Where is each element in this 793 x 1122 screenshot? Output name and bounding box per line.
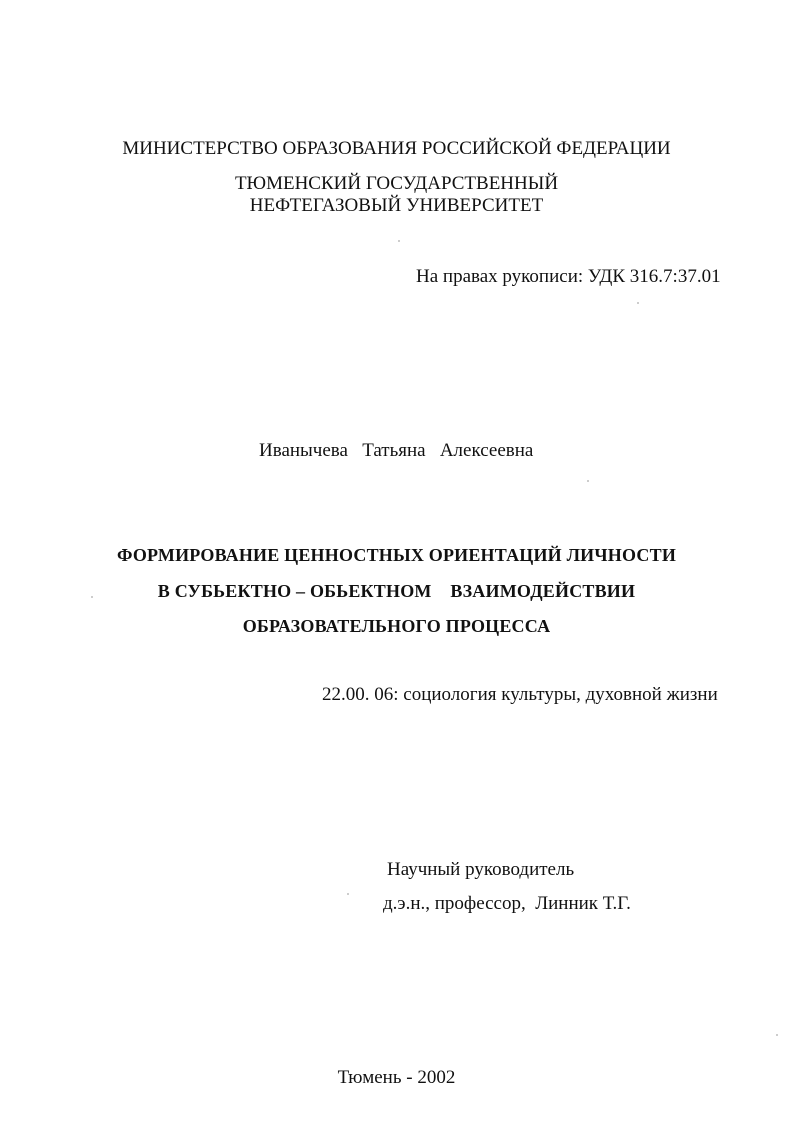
- thesis-title-line-3: ОБРАЗОВАТЕЛЬНОГО ПРОЦЕССА: [242, 616, 551, 636]
- specialty-code: 22.00. 06: социология культуры, духовной жизни: [322, 684, 718, 705]
- city-year: Тюмень - 2002: [337, 1067, 456, 1088]
- university-name-line-2: НЕФТЕГАЗОВЫЙ УНИВЕРСИТЕТ: [249, 195, 544, 216]
- scan-speck: [91, 596, 93, 598]
- manuscript-udk-note: На правах рукописи: УДК 316.7:37.01: [416, 266, 721, 287]
- scan-speck: [347, 893, 349, 895]
- ministry-heading: МИНИСТЕРСТВО ОБРАЗОВАНИЯ РОССИЙСКОЙ ФЕДЕРАЦИИ: [122, 138, 671, 159]
- thesis-title-line-2: В СУБЬЕКТНО – ОБЬЕКТНОМ ВЗАИМОДЕЙСТВИИ: [157, 581, 636, 601]
- scan-speck: [398, 240, 400, 242]
- thesis-title-line-1: ФОРМИРОВАНИЕ ЦЕННОСТНЫХ ОРИЕНТАЦИЙ ЛИЧНОСТИ: [116, 545, 677, 565]
- scan-speck: [587, 480, 589, 482]
- scan-speck: [776, 1034, 778, 1036]
- supervisor-label: Научный руководитель: [387, 859, 575, 880]
- university-name-line-1: ТЮМЕНСКИЙ ГОСУДАРСТВЕННЫЙ: [234, 173, 559, 194]
- supervisor-name: д.э.н., профессор, Линник Т.Г.: [383, 893, 631, 914]
- author-name: Иванычева Татьяна Алексеевна: [259, 440, 534, 461]
- scan-speck: [637, 302, 639, 304]
